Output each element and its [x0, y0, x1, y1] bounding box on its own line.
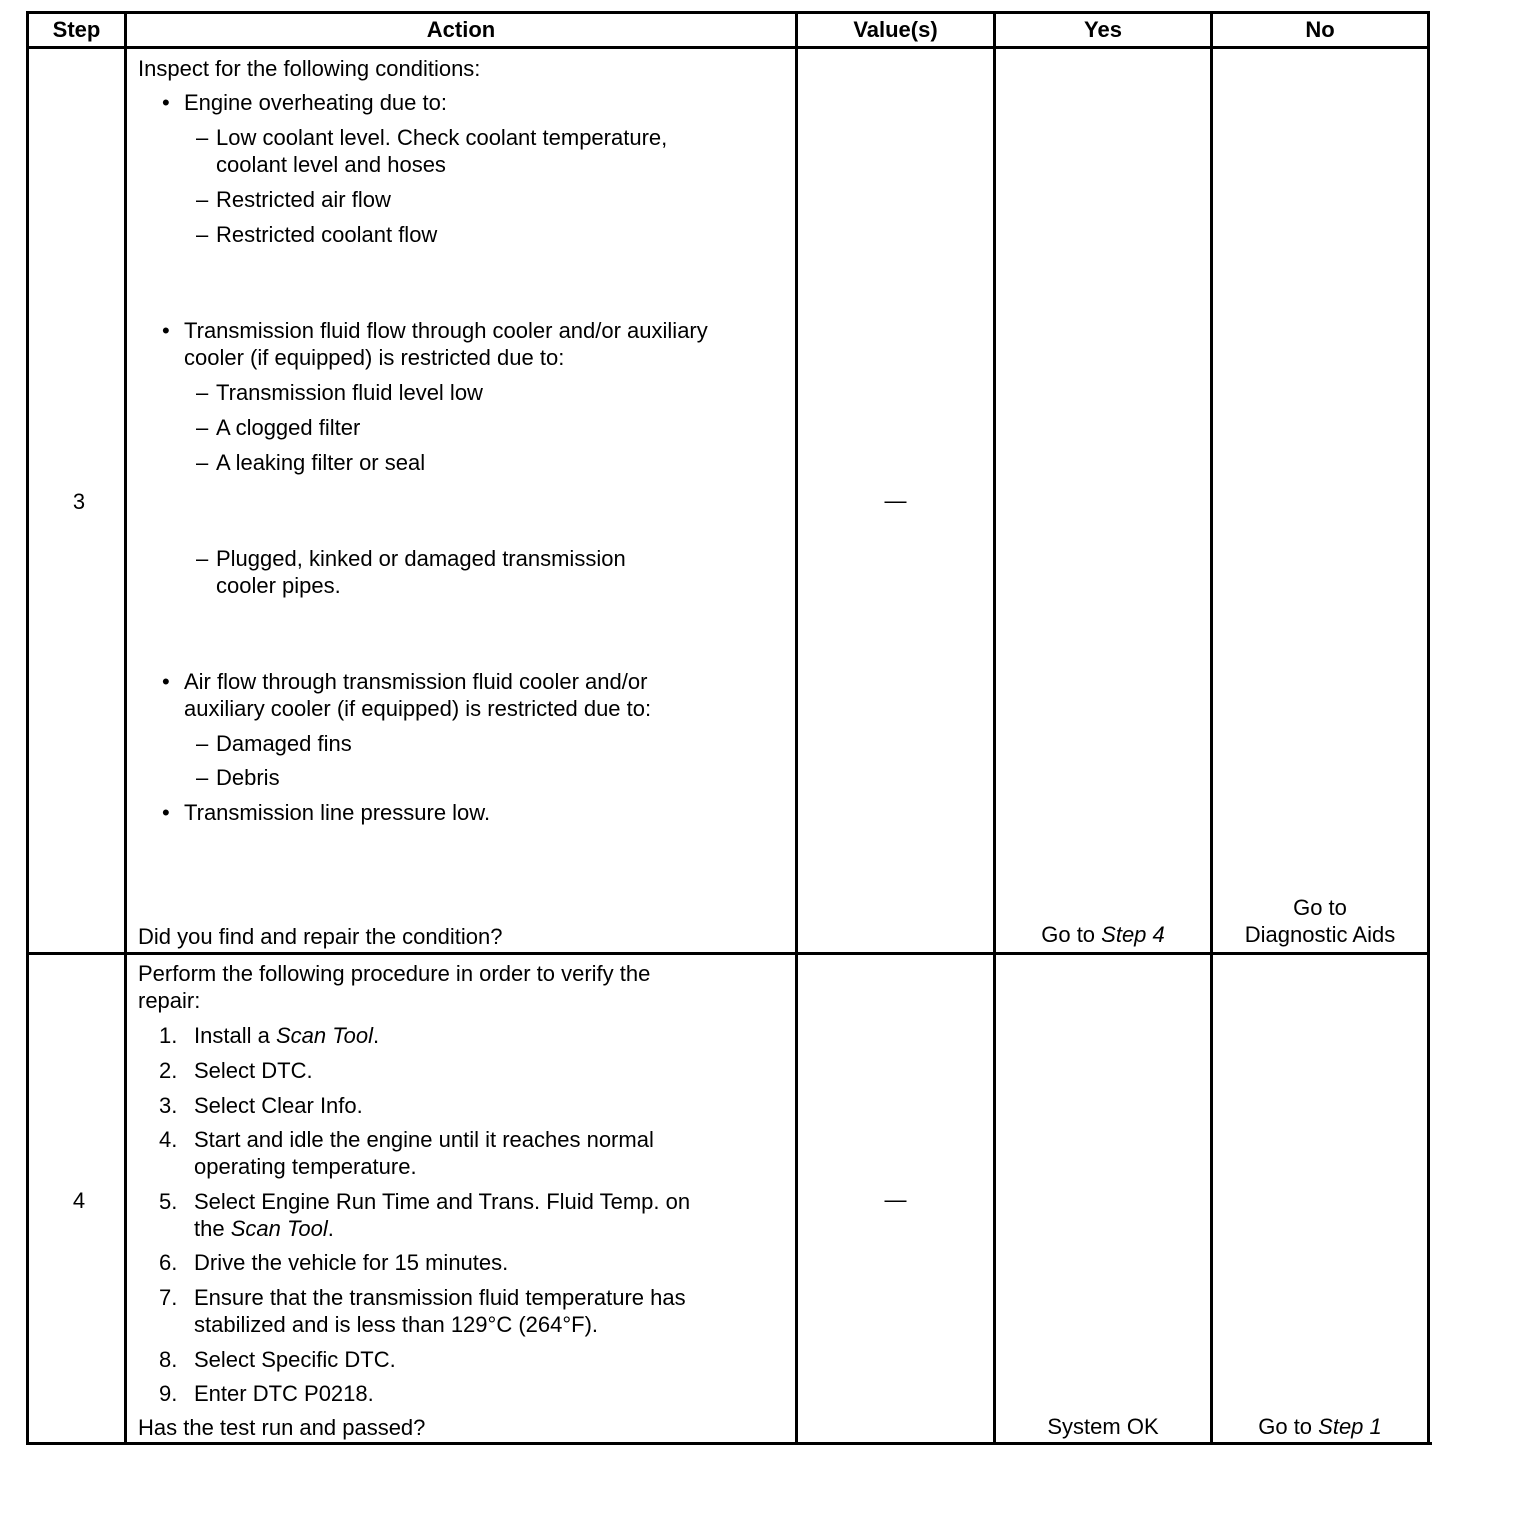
sub-item-text: A clogged filter: [216, 415, 361, 440]
item-text-part: the: [194, 1216, 231, 1241]
col-divider-action: [795, 11, 798, 1445]
item-text-part: .: [372, 1023, 380, 1048]
sub-item-text: Low coolant level. Check coolant temperature,: [216, 125, 668, 150]
sub-item-text: Transmission fluid level low: [216, 380, 483, 405]
table-border-bottom: [26, 1442, 1432, 1445]
item-text: Ensure that the transmission fluid temperature has: [194, 1285, 686, 1310]
dash-icon: –: [196, 222, 209, 247]
bullet-icon: •: [162, 318, 170, 343]
dash-icon: –: [196, 125, 209, 150]
dash-icon: –: [196, 450, 209, 475]
no-text: Go to: [1258, 1414, 1319, 1439]
action-intro: Inspect for the following conditions:: [138, 56, 481, 81]
sub-item-text: Damaged fins: [216, 731, 352, 756]
col-divider-values: [993, 11, 996, 1445]
header-action: Action: [426, 17, 496, 42]
step-number: 3: [72, 489, 86, 514]
item-text: Enter DTC P0218.: [194, 1381, 374, 1406]
item-number: 6.: [159, 1250, 178, 1275]
step-number: 4: [72, 1188, 86, 1213]
item-text: Select Engine Run Time and Trans. Fluid Temp. on: [194, 1189, 691, 1214]
dash-icon: –: [196, 731, 209, 756]
sub-item-text: cooler pipes.: [216, 573, 341, 598]
header-yes: Yes: [1084, 17, 1122, 42]
value-cell: —: [884, 1187, 907, 1212]
no-text: Go to: [1293, 895, 1347, 920]
table-border-right: [1427, 11, 1430, 1445]
item-number: 9.: [159, 1381, 178, 1406]
header-step: Step: [52, 17, 101, 42]
item-text: Select Clear Info.: [194, 1093, 363, 1118]
bullet-text: cooler (if equipped) is restricted due to:: [184, 345, 565, 370]
bullet-text: Engine overheating due to:: [184, 90, 447, 115]
item-text: [194, 1215, 334, 1242]
no-cell: [1213, 894, 1427, 948]
bullet-icon: •: [162, 90, 170, 115]
item-number: 7.: [159, 1285, 178, 1310]
no-step-link: Step 1: [1318, 1414, 1382, 1439]
item-number: 1.: [159, 1023, 178, 1048]
bullet-text: Transmission line pressure low.: [184, 800, 491, 825]
dash-icon: –: [196, 415, 209, 440]
col-divider-step: [124, 11, 127, 1445]
dash-icon: –: [196, 765, 209, 790]
item-number: 5.: [159, 1189, 178, 1214]
action-intro: Perform the following procedure in order to verify the: [138, 961, 651, 986]
item-text: stabilized and is less than 129°C (264°F).: [194, 1312, 599, 1337]
sub-item-text: Debris: [216, 765, 280, 790]
diagnostic-table: [26, 11, 1430, 1445]
item-text: Start and idle the engine until it reaches normal: [194, 1127, 654, 1152]
item-text: [194, 1022, 379, 1049]
yes-cell: System OK: [1047, 1414, 1159, 1439]
value-cell: —: [884, 488, 907, 513]
item-text-part: Install a: [194, 1023, 276, 1048]
dash-icon: –: [196, 187, 209, 212]
bullet-text: Transmission fluid flow through cooler and/or auxiliary: [184, 318, 708, 343]
sub-item-text: Restricted air flow: [216, 187, 391, 212]
bullet-text: auxiliary cooler (if equipped) is restricted due to:: [184, 696, 652, 721]
item-number: 3.: [159, 1093, 178, 1118]
sub-item-text: Restricted coolant flow: [216, 222, 438, 247]
sub-item-text: coolant level and hoses: [216, 152, 446, 177]
col-divider-yes: [1210, 11, 1213, 1445]
item-text: Drive the vehicle for 15 minutes.: [194, 1250, 509, 1275]
item-number: 8.: [159, 1347, 178, 1372]
item-text: Select DTC.: [194, 1058, 313, 1083]
table-border-left: [26, 11, 29, 1445]
item-text-part: .: [327, 1216, 334, 1241]
sub-item-text: A leaking filter or seal: [216, 450, 426, 475]
item-text-italic: Scan Tool: [230, 1216, 328, 1241]
sub-item-text: Plugged, kinked or damaged transmission: [216, 546, 626, 571]
bullet-icon: •: [162, 669, 170, 694]
item-text: operating temperature.: [194, 1154, 417, 1179]
action-question: Did you find and repair the condition?: [138, 924, 503, 949]
action-intro: repair:: [138, 988, 201, 1013]
no-cell: [1213, 1413, 1427, 1440]
action-question: Has the test run and passed?: [138, 1415, 426, 1440]
bullet-icon: •: [162, 800, 170, 825]
item-text: Select Specific DTC.: [194, 1347, 396, 1372]
yes-text: Go to: [1041, 922, 1102, 947]
header-no: No: [1305, 17, 1335, 42]
item-number: 4.: [159, 1127, 178, 1152]
header-values: Value(s): [853, 17, 938, 42]
bullet-text: Air flow through transmission fluid cooler and/or: [184, 669, 648, 694]
dash-icon: –: [196, 380, 209, 405]
row-divider: [26, 952, 1430, 955]
item-number: 2.: [159, 1058, 178, 1083]
yes-step-link: Step 4: [1101, 922, 1165, 947]
no-text: Diagnostic Aids: [1244, 922, 1396, 947]
item-text-italic: Scan Tool: [275, 1023, 373, 1048]
yes-cell: [996, 921, 1210, 948]
dash-icon: –: [196, 546, 209, 571]
